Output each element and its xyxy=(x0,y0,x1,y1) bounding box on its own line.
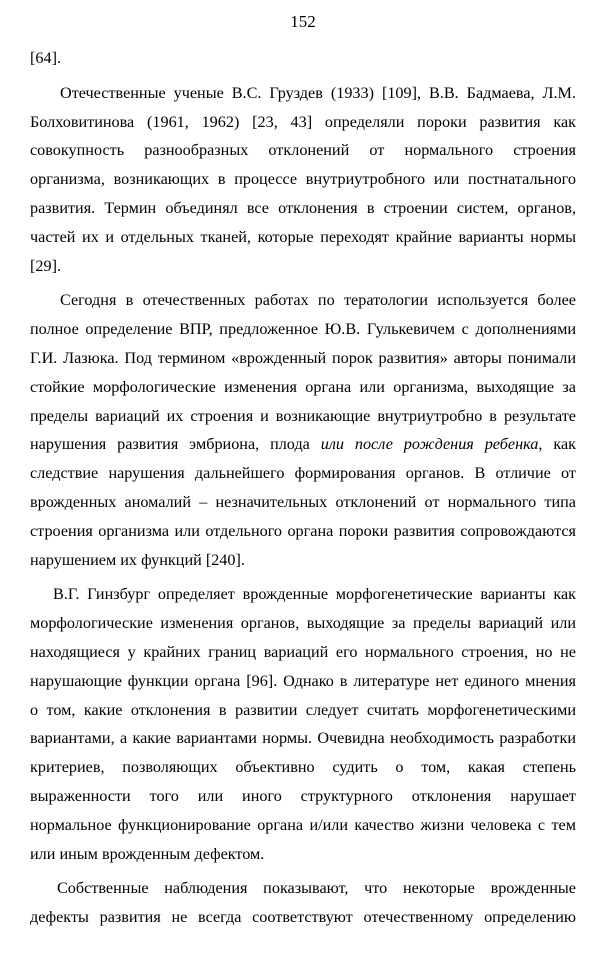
paragraph-line: Г.И. Лазюка. Под термином «врожденный порок развития» авторы понимали xyxy=(30,348,576,367)
document-body xyxy=(30,44,576,932)
paragraph-line: о том, какие отклонения в развитии следует считать морфогенетическими xyxy=(30,700,576,719)
paragraph-line: вариантами, а какие вариантами нормы. Очевидна необходимость разработки xyxy=(30,729,576,748)
paragraph-line: находящиеся у крайних границ вариаций его нормального строения, но не xyxy=(30,642,576,661)
paragraph-line: следствие нарушения дальнейшего формирования органов. В отличие от xyxy=(30,464,576,483)
text-line: [64]. xyxy=(30,49,62,67)
paragraph-line: Отечественные ученые В.С. Груздев (1933) [109], В.В. Бадмаева, Л.М. xyxy=(60,83,576,102)
paragraph-line: развития. Термин объединял все отклонения в строении систем, органов, xyxy=(30,198,576,217)
italic-phrase: или после рождения ребенка xyxy=(320,435,539,454)
paragraph-line: Болховитинова (1961, 1962) [23, 43] определяли пороки развития как xyxy=(30,112,576,131)
text-run: , как xyxy=(538,435,576,454)
page-number: 152 xyxy=(290,12,316,31)
paragraph-line: В.Г. Гинзбург определяет врожденные морфогенетические варианты как xyxy=(53,585,576,604)
paragraph-line: Сегодня в отечественных работах по тератологии используется более xyxy=(60,291,576,310)
paragraph-line: стойкие морфологические изменения органа или организма, выходящие за xyxy=(30,377,576,396)
paragraph-line: полное определение ВПР, предложенное Ю.В. Гулькевичем с дополнениями xyxy=(30,320,576,339)
paragraph-line: выраженности того или иного структурного отклонения нарушает xyxy=(30,786,576,805)
text-run: нарушения развития эмбриона, плода xyxy=(30,435,321,454)
paragraph-line: организма, возникающих в процессе внутриутробного или постнатального xyxy=(30,170,576,189)
paragraph-line: нарушающие функции органа [96]. Однако в литературе нет единого мнения xyxy=(30,671,576,690)
paragraph-line xyxy=(30,430,576,459)
paragraph-line: строения организма или отдельного органа пороки развития сопровождаются xyxy=(30,521,576,540)
paragraph-line: нарушением их функций [240]. xyxy=(30,550,245,569)
paragraph-line: критериев, позволяющих объективно судить о том, какая степень xyxy=(30,758,576,777)
paragraph-line: врожденных аномалий – незначительных отклонений от нормального типа xyxy=(30,492,576,511)
paragraph-line: [29]. xyxy=(30,256,62,275)
paragraph-line: совокупность разнообразных отклонений от нормального строения xyxy=(30,141,576,160)
paragraph-line: Собственные наблюдения показывают, что некоторые врожденные xyxy=(57,879,576,898)
paragraph-line: нормальное функционирование органа и/или качество жизни человека с тем xyxy=(30,815,576,834)
paragraph-line: или иным врожденным дефектом. xyxy=(30,844,265,863)
paragraph-line: дефекты развития не всегда соответствуют отечественному определению xyxy=(30,908,576,927)
paragraph-line: морфологические изменения органов, выходящие за пределы вариаций или xyxy=(30,614,576,633)
paragraph-line: пределы вариаций их строения и возникающие внутриутробно в результате xyxy=(30,406,576,425)
paragraph-line: частей их и отдельных тканей, которые переходят крайние варианты нормы xyxy=(30,227,576,246)
